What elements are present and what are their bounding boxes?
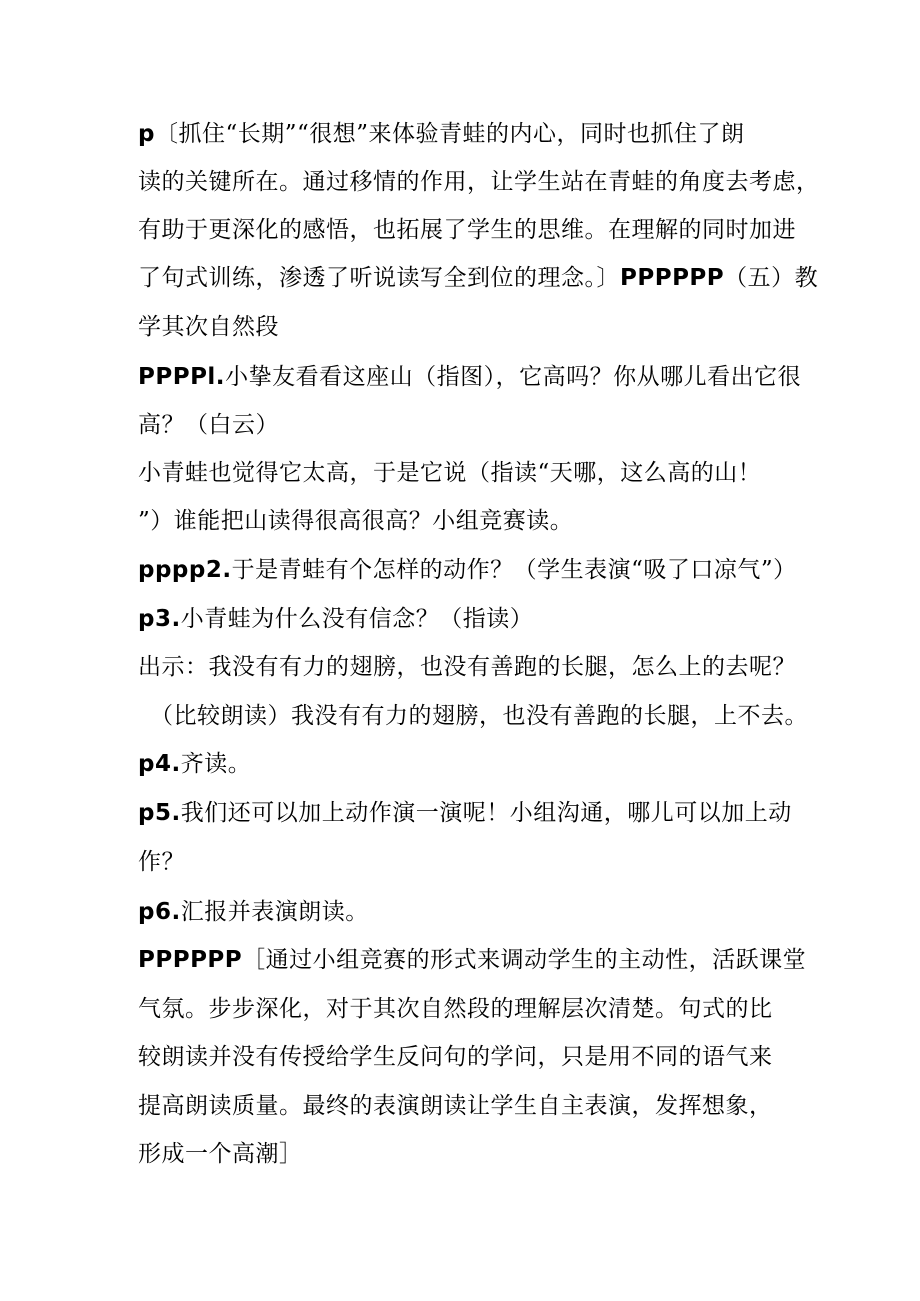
line-text: 气氛。步步深化，对于其次自然段的理解层次清楚。句式的比 [138, 996, 773, 1022]
text-line [138, 409, 279, 441]
line-text: 作？ [138, 849, 185, 875]
line-text: ［通过小组竞赛的形式来调动学生的主动性，活跃课堂 [242, 947, 807, 973]
text-line [138, 262, 818, 294]
line-text: 学其次自然段 [138, 314, 279, 340]
line-text: 提高朗读质量。最终的表演朗读让学生自主表演，发挥想象， [138, 1093, 773, 1119]
line-text: 形成一个高潮］ [138, 1141, 303, 1167]
line-marker: PPPPl. [138, 364, 226, 390]
text-line [138, 214, 796, 246]
line-text: 有助于更深化的感悟，也拓展了学生的思维。在理解的同时加进 [138, 217, 796, 243]
line-text: 了句式训练，渗透了听说读写全到位的理念。〕 [138, 265, 620, 291]
line-text: ”）谁能把山读得很高很高？小组竞赛读。 [138, 508, 574, 534]
text-line [138, 603, 533, 635]
text-line [138, 748, 251, 780]
line-marker: PPPPPP [620, 265, 725, 291]
line-text: 小青蛙为什么没有信念？（指读） [180, 606, 534, 632]
line-text: 我们还可以加上动作演一演呢！小组沟通，哪儿可以加上动 [180, 800, 792, 826]
line-marker: p5. [138, 800, 181, 826]
text-line [138, 1090, 773, 1122]
line-text: 出示：我没有有力的翅膀，也没有善跑的长腿，怎么上的去呢？ [138, 654, 796, 680]
line-marker: p4. [138, 751, 181, 777]
text-line [138, 118, 745, 150]
line-text: 读的关键所在。通过移情的作用，让学生站在青蛙的角度去考虑， [138, 169, 820, 195]
text-line [138, 311, 279, 343]
text-line [138, 846, 185, 878]
line-marker: p3. [138, 606, 181, 632]
text-line [138, 505, 573, 537]
line-marker: pppp2. [138, 557, 232, 583]
text-line [150, 700, 808, 732]
text-line [138, 651, 796, 683]
line-text: （比较朗读）我没有有力的翅膀，也没有善跑的长腿，上不去。 [150, 703, 808, 729]
line-text: 汇报并表演朗读。 [180, 899, 369, 925]
text-line [138, 1138, 303, 1170]
line-text: 较朗读并没有传授给学生反问句的学问，只是用不同的语气来 [138, 1044, 773, 1070]
text-line [138, 457, 761, 489]
line-text: 〔抓住“长期”“很想”来体验青蛙的内心，同时也抓住了朗 [154, 121, 745, 147]
line-text: 于是青蛙有个怎样的动作？（学生表演“吸了口凉气”） [231, 557, 797, 583]
line-text: 高？（白云） [138, 412, 279, 438]
line-marker: p6. [138, 899, 181, 925]
line-text-suffix: （五）教 [724, 265, 819, 291]
line-text: 齐读。 [180, 751, 252, 777]
text-line [138, 993, 773, 1025]
line-marker: p [138, 121, 155, 147]
text-line [138, 797, 792, 829]
line-text: 小挚友看看这座山（指图），它高吗？你从哪儿看出它很 [225, 364, 802, 390]
line-marker: PPPPPP [138, 947, 243, 973]
text-line [138, 554, 797, 586]
text-line [138, 1041, 773, 1073]
text-line [138, 166, 820, 198]
text-line [138, 944, 806, 976]
line-text: 小青蛙也觉得它太高，于是它说（指读“天哪，这么高的山！ [138, 460, 762, 486]
text-line [138, 361, 801, 393]
text-line [138, 896, 369, 928]
